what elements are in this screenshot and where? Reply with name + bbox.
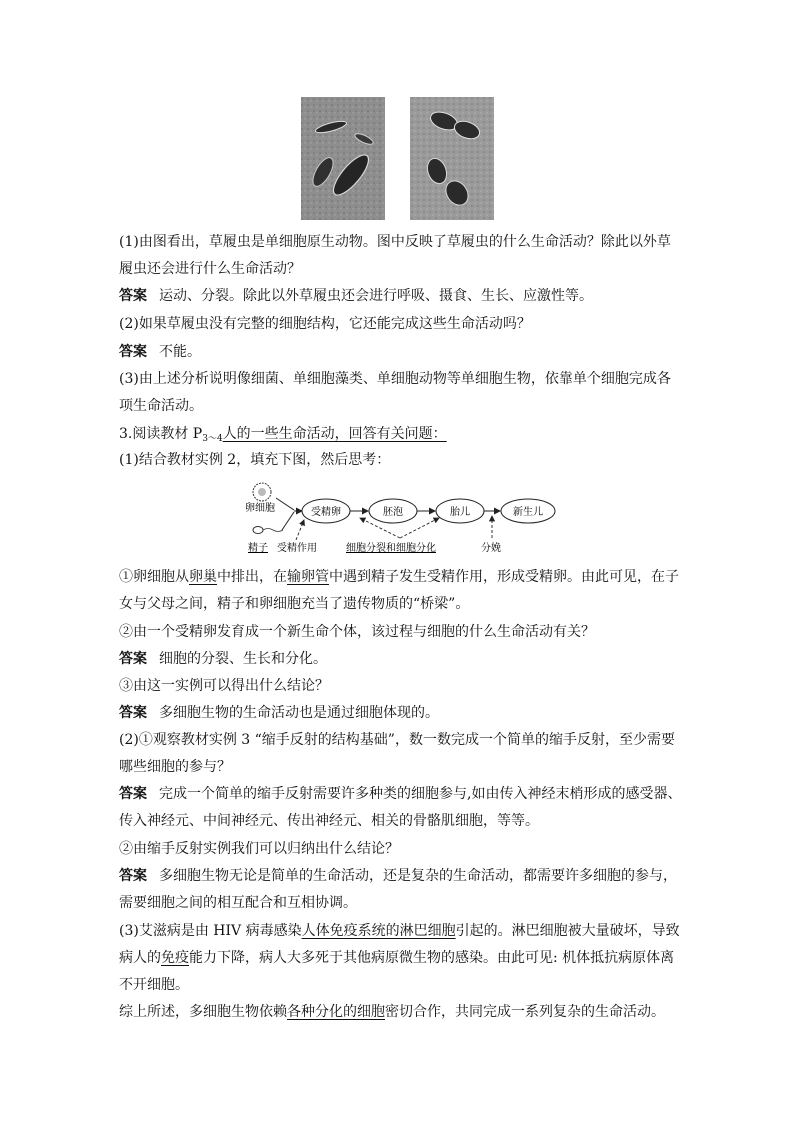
blastocyst-label: 胚泡 [383,507,403,518]
item-2-question: ②由一个受精卵发育成一个新生命个体，该过程与细胞的什么生命活动有关？ [119,624,595,640]
answer-1 [119,283,679,310]
item-1-line-2: 女与父母之间，精子和卵细胞充当了遗传物质的“桥梁”。 [119,596,470,612]
item-3-answer [119,700,679,727]
paramecium-dividing-photo [410,97,494,220]
question-3b-line-1 [119,918,679,945]
paramecium-moving-photo [301,97,385,220]
answer-label: 答案 [119,344,147,360]
egg-cell-icon [253,483,271,501]
item-1-text-b: 中排出，在 [217,569,287,585]
answer-2-text: 不能。 [159,344,201,360]
section-3-heading-rest: 人的一些生命活动，回答有关问题： [222,426,447,442]
item-2-answer [119,646,679,673]
item-1-line-1 [119,564,679,591]
fetus-label: 胎儿 [450,507,470,518]
oviduct-term: 输卵管 [287,569,329,585]
page-range-subscript: 3～4 [202,434,223,444]
question-2b-answer-line-4: 需要细胞之间的相互配合和互相协调。 [119,895,357,911]
division-differentiation-label: 细胞分裂和细胞分化 [346,543,436,554]
lymphocyte-term: 人体免疫系统的淋巴细胞 [301,923,456,939]
question-3-line-1: (3)由上述分析说明像细菌、单细胞藻类、单细胞动物等单细胞生物，依靠单个细胞完成各 [119,371,671,387]
question-3b-line-3: 不开细胞。 [119,977,189,993]
question-2b-answer-line-2: 传入神经元、中间神经元、传出神经元、相关的骨骼肌细胞，等等。 [119,813,539,829]
question-2b-answer-text-1: 完成一个简单的缩手反射需要许多种类的细胞参与,如由传入神经末梢形成的感受器、 [159,786,682,802]
question-3b-text-b: 引起的。淋巴细胞被大量破坏，导致 [455,923,680,939]
item-1-text-a: ①卵细胞从 [119,569,189,585]
question-3b-text-c: 病人的 [119,950,161,966]
childbirth-label: 分娩 [481,543,501,554]
differentiated-cells-term: 各种分化的细胞 [287,1004,385,1020]
summary-text-a: 综上所述，多细胞生物依赖 [119,1004,287,1020]
item-3-question: ③由这一实例可以得出什么结论？ [119,678,329,694]
answer-label: 答案 [119,786,147,802]
immunity-term: 免疫 [161,950,189,966]
question-2b-line-1: (2)①观察教材实例 3 “缩手反射的结构基础”，数一数完成一个简单的缩手反射，至少需要 [119,732,675,748]
question-3-line-2: 项生命活动。 [119,398,203,414]
question-2b-answer-line-1 [119,781,682,808]
question-1-line-2: 履虫还会进行什么生命活动？ [119,261,301,277]
item-3-answer-text: 多细胞生物的生命活动也是通过细胞体现的。 [159,705,439,721]
zygote-label: 受精卵 [311,507,341,518]
sperm-icon [253,527,283,534]
section-3-question-1: (1)结合教材实例 2，填充下图，然后思考： [119,452,391,468]
fertilization-label: 受精作用 [277,543,317,554]
question-2b-answer-line-3 [119,863,679,890]
answer-label: 答案 [119,705,147,721]
answer-label: 答案 [119,868,147,884]
question-2: (2)如果草履虫没有完整的细胞结构，它还能完成这些生命活动吗？ [119,316,531,332]
item-2-answer-text: 细胞的分裂、生长和分化。 [159,651,327,667]
question-2b-answer-text-3: 多细胞生物无论是简单的生命活动，还是复杂的生命活动，都需要许多细胞的参与， [159,868,677,884]
question-3b-text-d: 能力下降，病人大多死于其他病原微生物的感染。由此可见: 机体抵抗病原体离 [189,950,675,966]
answer-2 [119,339,679,366]
answer-1-text: 运动、分裂。除此以外草履虫还会进行呼吸、摄食、生长、应激性等。 [159,288,593,304]
summary-text-b: 密切合作，共同完成一系列复杂的生命活动。 [385,1004,665,1020]
section-3-heading-text: 3.阅读教材 P [119,426,203,442]
item-1-text-c: 中遇到精子发生受精作用，形成受精卵。由此可见，在子 [329,569,679,585]
question-3b-text-a: (3)艾滋病是由 HIV 病毒感染 [119,923,302,939]
question-3b-line-2 [119,945,679,972]
summary [119,999,679,1026]
ovary-term: 卵巢 [189,569,217,585]
question-1-line-1: (1)由图看出，草履虫是单细胞原生动物。图中反映了草履虫的什么生命活动？除此以外草 [119,234,671,250]
answer-label: 答案 [119,288,147,304]
question-2b-part-2: ②由缩手反射实例我们可以归纳出什么结论？ [119,841,399,857]
fertilization-development-diagram [240,474,570,560]
newborn-label: 新生儿 [513,507,543,518]
answer-label: 答案 [119,651,147,667]
sperm-label: 精子 [248,543,268,554]
egg-cell-label: 卵细胞 [245,503,275,514]
question-2b-line-2: 哪些细胞的参与？ [119,759,231,775]
